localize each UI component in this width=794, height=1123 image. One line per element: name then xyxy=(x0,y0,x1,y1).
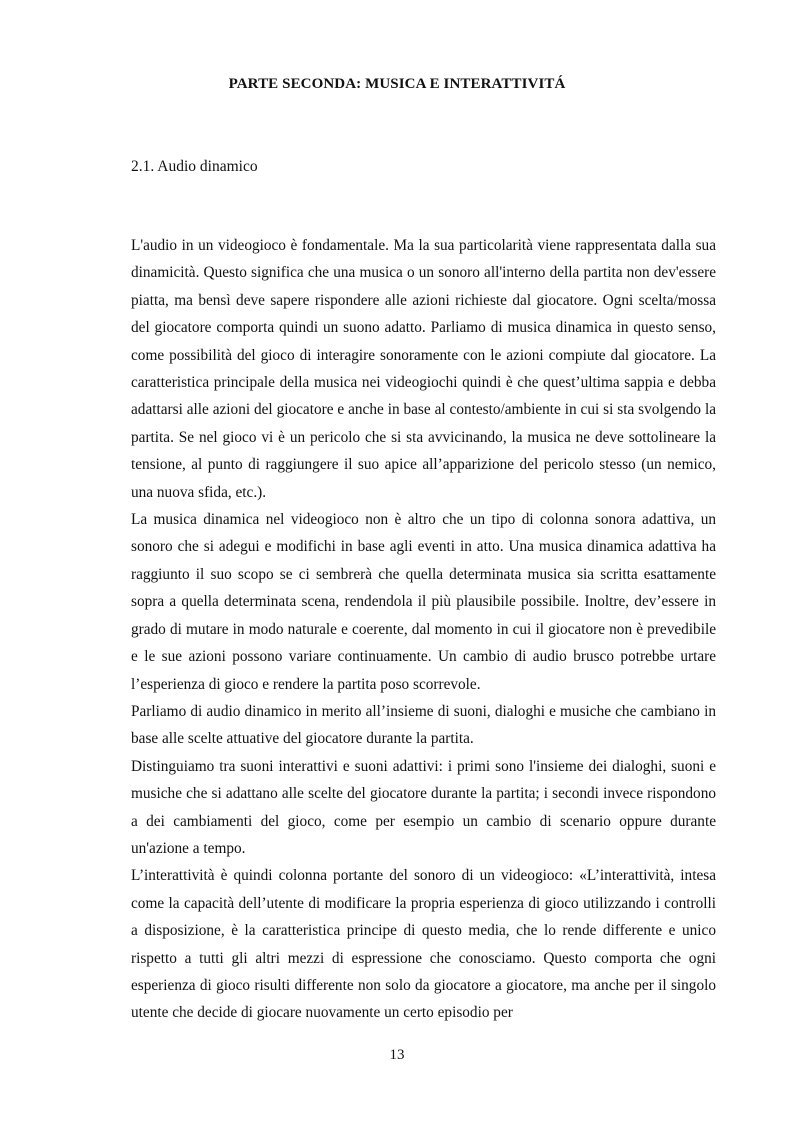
paragraph-1: L'audio in un videogioco è fondamentale. Ma la sua particolarità viene rappresentata dalla sua dinamicità. Questo significa che una musica o un sonoro all'interno della partita non dev'essere piatta, ma bensì deve sapere rispondere alle azioni richieste dal giocatore. Ogni scelta/mossa del giocatore comporta quindi un suono adatto. Parliamo di musica dinamica in questo senso, come possibilità del gioco di interagire sonoramente con le azioni compiute dal giocatore. La caratteristica principale della musica nei videogiochi quindi è che quest’ultima sappia e debba adattarsi alle azioni del giocatore e anche in base al contesto/ambiente in cui si sta svolgendo la partita. Se nel gioco vi è un pericolo che si sta avvicinando, la musica ne deve sottolineare la tensione, al punto di raggiungere il suo apice all’apparizione del pericolo stesso (un nemico, una nuova sfida, etc.). xyxy=(131,237,716,501)
page-number: 13 xyxy=(389,1047,405,1063)
section-heading: 2.1. Audio dinamico xyxy=(131,158,258,175)
paragraph-3: Parliamo di audio dinamico in merito all’insieme di suoni, dialoghi e musiche che cambiano in base alle scelte attuative del giocatore durante la partita. xyxy=(131,702,716,748)
body-text xyxy=(131,232,716,1027)
paragraph-4: Distinguiamo tra suoni interattivi e suoni adattivi: i primi sono l'insieme dei dialoghi, suoni e musiche che si adattano alle scelte del giocatore durante la partita; i secondi invece rispondono a dei cambiamenti del gioco, come per esempio un cambio di scenario oppure durante un'azione a tempo. xyxy=(131,757,716,857)
paragraph-5: L’interattività è quindi colonna portante del sonoro di un videogioco: «L’interattività, intesa come la capacità dell’utente di modificare la propria esperienza di gioco utilizzando i controlli a disposizione, è la caratteristica principe di questo media, che lo rende differente e unico rispetto a tutti gli altri mezzi di espressione che conosciamo. Questo comporta che ogni esperienza di gioco risulti differente non solo da giocatore a giocatore, ma anche per il singolo utente che decide di giocare nuovamente un certo episodio per xyxy=(131,867,716,1022)
paragraph-2: La musica dinamica nel videogioco non è altro che un tipo di colonna sonora adattiva, un sonoro che si adegui e modifichi in base agli eventi in atto. Una musica dinamica adattiva ha raggiunto il suo scopo se ci sembrerà che quella determinata musica sia scritta esattamente sopra a quella determinata scena, rendendola il più plausibile possibile. Inoltre, dev’essere in grado di mutare in modo naturale e coerente, dal momento in cui il giocatore non è prevedibile e le sue azioni possono variare continuamente. Un cambio di audio brusco potrebbe urtare l’esperienza di gioco e rendere la partita poso scorrevole. xyxy=(131,511,716,693)
part-title: PARTE SECONDA: MUSICA E INTERATTIVITÁ xyxy=(228,76,566,92)
